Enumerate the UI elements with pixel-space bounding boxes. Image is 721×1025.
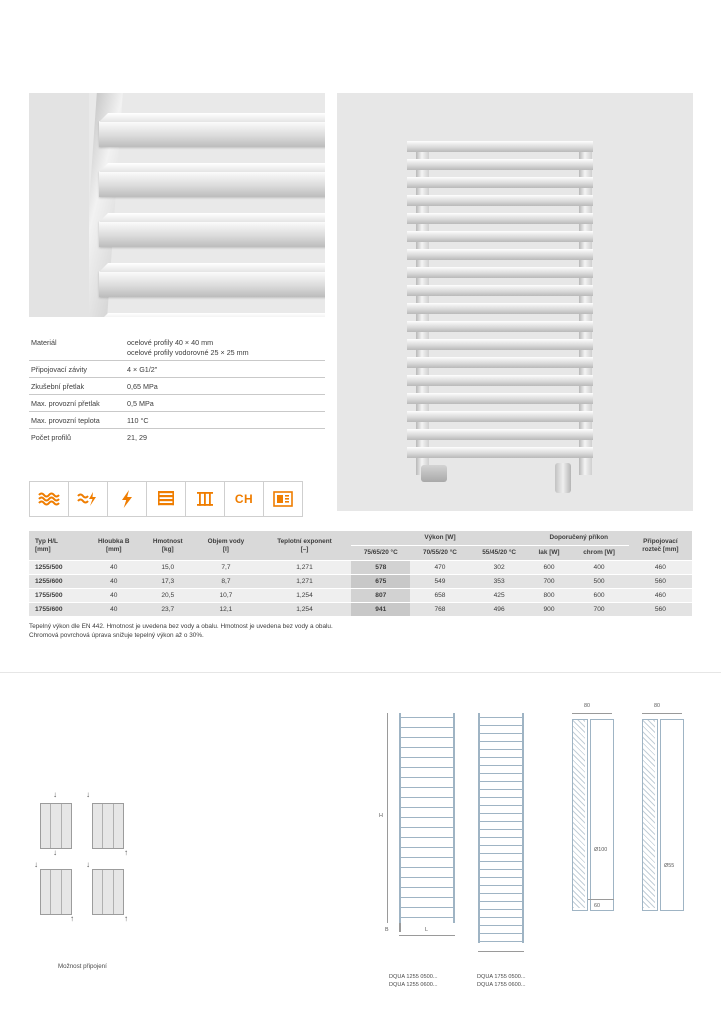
col-vykon-7565: 75/65/20 °C [351,546,410,561]
radiator-rung [407,303,593,314]
caption-line-2: DQUA 1255 0600... [389,982,438,989]
dimension-label-b: B [385,927,389,933]
table-row [29,348,325,361]
table-row [29,429,325,446]
drawing-caption-1255 [389,973,438,990]
arrow-down-icon: ↓ [53,790,57,799]
cell-prikon-lak: 900 [529,603,570,617]
radiator-vertical-icon [185,481,224,517]
cell-prikon-lak: 700 [529,575,570,589]
spec-key: Připojovací závity [29,361,125,378]
cell-exponent: 1,254 [258,589,351,603]
cell-hloubka: 40 [86,589,142,603]
ch-label: CH [234,492,254,506]
spec-key: Max. provozní teplota [29,412,125,429]
table-row [29,603,692,617]
radiator-full-illustration [337,93,693,511]
dimension-label-100: Ø100 [594,847,608,853]
radiator-horizontal-icon [146,481,185,517]
cell-hmotnost: 15,0 [142,561,195,575]
water-waves-icon [29,481,68,517]
dimension-label-h: H [379,813,383,819]
connection-option-2 [92,803,124,849]
arrow-down-icon: ↓ [86,790,90,799]
cell-roztec: 560 [629,603,692,617]
cell-hmotnost: 20,5 [142,589,195,603]
cell-vykon-7055: 768 [410,603,469,617]
cell-vykon-7055: 549 [410,575,469,589]
arrow-up-icon: ↑ [124,848,128,857]
radiator-side-profile-2 [660,719,684,911]
cell-roztec: 560 [629,575,692,589]
cell-prikon-lak: 800 [529,589,570,603]
table-row [29,334,325,348]
spec-key: Zkušební přetlak [29,378,125,395]
cell-roztec: 460 [629,589,692,603]
connection-option-1 [40,803,72,849]
col-hmotnost: Hmotnost [kg] [142,531,195,561]
cell-vykon-7565: 807 [351,589,410,603]
dimension-label-80-left: 80 [584,703,590,709]
footnote-line-2: Chromová povrchová úprava snižuje tepelný výkon až o 30%. [29,632,204,640]
wall-hatch-right [643,720,655,908]
col-objem-vody: Objem vody [l] [194,531,258,561]
connection-option-3 [40,869,72,915]
cell-vykon-7055: 470 [410,561,469,575]
arrow-up-icon: ↑ [124,914,128,923]
product-full-photo [337,93,693,511]
radiator-rung [407,393,593,404]
cell-vykon-5545: 353 [470,575,529,589]
cell-hmotnost: 23,7 [142,603,195,617]
footnote-line-1: Tepelný výkon dle EN 442. Hmotnost je uvedena bez vody a obalu. Hmotnost je uvedena bez vody a obalu. [29,623,333,630]
radiator-rung [407,357,593,368]
cell-prikon-chrom: 700 [569,603,628,617]
spec-value: 4 × G1/2" [125,361,325,378]
cell-vykon-5545: 496 [470,603,529,617]
photo-background-left [29,93,89,317]
spec-key: Materiál [31,337,57,347]
cell-typ: 1255/500 [29,561,86,575]
spec-value: 0,65 MPa [125,378,325,395]
specification-table [29,334,325,445]
cell-vykon-5545: 425 [470,589,529,603]
dimension-line-top-left [572,713,612,714]
cell-vykon-7565: 675 [351,575,410,589]
product-detail-photo [29,93,325,317]
cell-typ: 1755/600 [29,603,86,617]
col-teplotni-exponent: Teplotní exponent [–] [258,531,351,561]
cell-vykon-7565: 578 [351,561,410,575]
cell-hloubka: 40 [86,561,142,575]
connection-option-4 [92,869,124,915]
performance-data-table [29,531,692,617]
dimension-line-height [387,713,388,923]
wall-mount-icon [263,481,303,517]
cell-prikon-chrom: 400 [569,561,628,575]
spec-value: 110 °C [125,412,325,429]
radiator-rung [407,267,593,278]
table-row [29,575,692,589]
cell-hloubka: 40 [86,575,142,589]
dimension-label-55: Ø55 [664,863,675,869]
table-row [29,412,325,429]
connection-options-diagram [34,790,160,923]
cell-typ: 1255/600 [29,575,86,589]
spec-value: 21, 29 [127,432,147,442]
radiator-rung [407,447,593,458]
cell-typ: 1755/500 [29,589,86,603]
spec-key-empty [29,348,125,361]
col-typ: Typ H/L [mm] [29,531,86,561]
table-row [29,395,325,412]
col-vykon-7055: 70/55/20 °C [410,546,469,561]
drawing-caption-1755 [477,973,526,990]
dimension-line-top-right [642,713,682,714]
connection-caption: Možnost připojení [58,963,107,970]
wall-hatch-left [573,720,585,908]
col-roztec: Připojovací rozteč [mm] [629,531,692,561]
radiator-rung [407,231,593,242]
radiator-rung [407,429,593,440]
radiator-rung [407,339,593,350]
table-row [29,589,692,603]
dimension-line-length [399,935,455,936]
electric-bolt-icon [107,481,146,517]
radiator-rung [407,195,593,206]
ladder-outline [399,713,455,923]
cell-prikon-lak: 600 [529,561,570,575]
dimension-label-l: L [425,927,428,933]
spec-value: ocelové profily 40 × 40 mm [127,337,214,347]
radiator-connector-left [421,465,447,482]
radiator-bar [99,121,325,147]
dimension-line-length [478,951,524,952]
table-header-row [29,531,692,546]
table-footnotes [29,622,569,641]
radiator-bar [99,221,325,247]
radiator-bar [99,171,325,197]
cell-vykon-7565: 941 [351,603,410,617]
col-group-vykon: Výkon [W] [351,531,529,546]
dimension-label-60: 60 [594,903,600,909]
technical-drawings-section [0,672,721,1025]
radiator-rung [407,177,593,188]
radiator-bar [99,271,325,297]
caption-line-1: DQUA 1255 0500... [389,974,438,980]
cell-objem: 8,7 [194,575,258,589]
arrow-down-icon: ↓ [53,848,57,857]
radiator-rung [407,375,593,386]
dimension-label-80-right: 80 [654,703,660,709]
radiator-rung [407,411,593,422]
col-vykon-5545: 55/45/20 °C [470,546,529,561]
table-row [29,378,325,395]
col-prikon-lak: lak [W] [529,546,570,561]
spec-key: Počet profilů [31,432,71,442]
ch-chrome-icon [224,481,263,517]
col-hloubka: Hloubka B [mm] [86,531,142,561]
cell-objem: 7,7 [194,561,258,575]
radiator-rung [407,213,593,224]
cell-roztec: 460 [629,561,692,575]
dimension-tick [399,923,401,932]
caption-line-2: DQUA 1755 0600... [477,982,526,989]
radiator-detail-illustration [29,93,325,317]
caption-line-1: DQUA 1755 0500... [477,974,526,980]
table-row [29,561,692,575]
cell-exponent: 1,254 [258,603,351,617]
radiator-valve-right [555,463,571,493]
arrow-down-icon: ↓ [34,860,38,869]
cell-objem: 10,7 [194,589,258,603]
water-electric-icon [68,481,107,517]
spec-key: Max. provozní přetlak [29,395,125,412]
table-row [29,361,325,378]
radiator-rung [407,321,593,332]
radiator-rung [407,249,593,260]
spec-value: 0,5 MPa [125,395,325,412]
ladder-outline [478,713,524,943]
radiator-rung [407,141,593,152]
arrow-up-icon: ↑ [70,914,74,923]
cell-prikon-chrom: 600 [569,589,628,603]
feature-icon-strip [29,481,303,515]
arrow-down-icon: ↓ [86,860,90,869]
col-group-prikon: Doporučený příkon [529,531,629,546]
radiator-rung [407,285,593,296]
cell-prikon-chrom: 500 [569,575,628,589]
cell-hloubka: 40 [86,603,142,617]
col-prikon-chrom: chrom [W] [569,546,628,561]
cell-hmotnost: 17,3 [142,575,195,589]
dimension-line-bottom [588,899,614,900]
cell-vykon-7055: 658 [410,589,469,603]
cell-exponent: 1,271 [258,575,351,589]
cell-vykon-5545: 302 [470,561,529,575]
cell-objem: 12,1 [194,603,258,617]
cell-exponent: 1,271 [258,561,351,575]
radiator-side-profile [590,719,614,911]
spec-value-secondary: ocelové profily vodorovné 25 × 25 mm [125,348,325,361]
radiator-rung [407,159,593,170]
